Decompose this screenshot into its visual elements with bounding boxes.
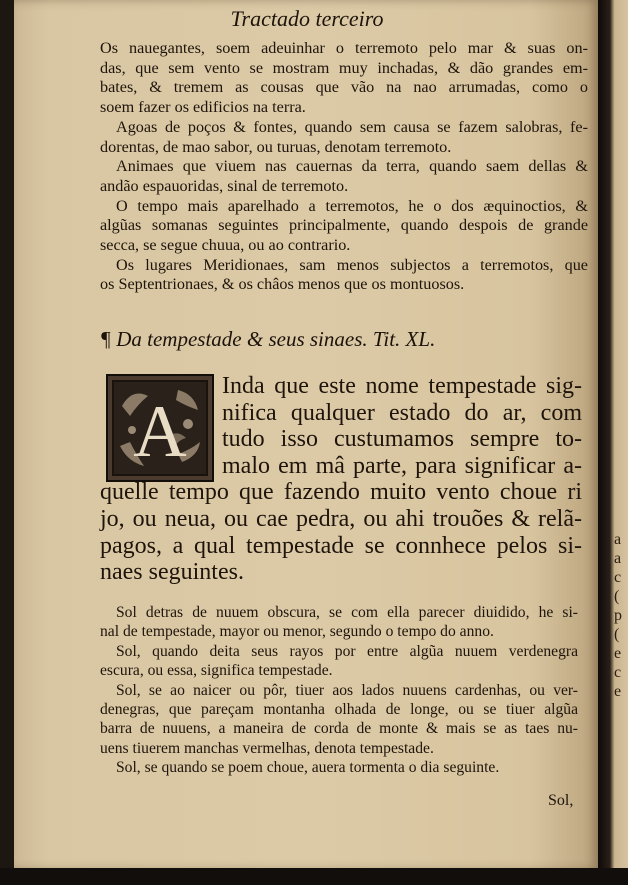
text-line: Sol, se quando se poem choue, auera tormenta o dia seguinte. xyxy=(116,759,500,777)
fragment: a xyxy=(614,531,622,548)
text-line: Inda que este nome tempestade sig- xyxy=(222,373,582,399)
text-line: jo, ou neua, ou cae pedra, ou ahi trouões & relã- xyxy=(100,505,582,532)
initial-letter: A xyxy=(133,391,187,473)
text-line: escura, ou essa, significa tempestade. xyxy=(100,662,333,680)
chapter-heading: ¶ Da tempestade & seus sinaes. Tit. XL. xyxy=(100,327,436,351)
text-line: Os nauegantes, soem adeuinhar o terremoto pelo mar & suas on- xyxy=(100,39,588,57)
text-line: tudo isso custumamos sempre to- xyxy=(222,426,582,453)
fragment: p xyxy=(614,607,622,624)
fragment: ( xyxy=(614,626,620,643)
fragment: e xyxy=(614,683,622,700)
text-line: secca, se segue chuua, ou ao contrario. xyxy=(100,236,351,255)
fragment: e xyxy=(614,645,622,662)
text-line: nifica qualquer estado do ar, com xyxy=(222,399,582,426)
text-line: bates, & tremem as cousas que vão na nao arrumadas, como o xyxy=(100,78,588,97)
sign-paragraphs xyxy=(100,603,578,778)
catchword: Sol, xyxy=(548,792,574,809)
text-line: malo em mâ parte, para significar a- xyxy=(222,452,582,479)
text-line: Animaes que viuem nas cauernas da terra, quando saem dellas & xyxy=(116,157,588,176)
text-line: pagos, a qual tempestade se connhece pelos si- xyxy=(100,532,582,559)
text-line: denegras, que pareçam montanha olhada de longe, ou se tiuer algũa xyxy=(100,701,578,719)
text-line: quelle tempo que fazendo muito vento choue ri xyxy=(100,479,582,506)
text-line: das, que sem vento se mostram muy inchadas, & dão grandes em- xyxy=(100,58,588,77)
text-line: soem fazer os edificios na terra. xyxy=(100,98,306,117)
text-line: algũas somanas seguintes principalmente, quando despois de grande xyxy=(100,216,588,235)
text-line: Sol detras de nuuem obscura, se com ella parecer diuidido, he si- xyxy=(116,604,578,621)
text-line: O tempo mais aparelhado a terremotos, he o dos æquinoctios, & xyxy=(116,196,588,215)
text-line: Agoas de poços & fontes, quando sem causa se fazem salobras, fe- xyxy=(116,117,588,136)
text-line: dorentas, de mao sabor, ou turuas, denotam terremoto. xyxy=(100,137,452,156)
text-line: barra de nuuens, a maneira de corda de monte & mais se as taes nu- xyxy=(100,720,578,738)
lead-paragraph xyxy=(100,373,582,586)
running-head: Tractado terceiro xyxy=(230,6,384,31)
fragment: a xyxy=(614,550,622,567)
facing-page-edge xyxy=(598,0,628,885)
text-line: Os lugares Meridionaes, sam menos subjectos a terremotos, que xyxy=(116,255,588,274)
book-page xyxy=(14,0,600,870)
text-line: os Septentrionaes, & os châos menos que os montuosos. xyxy=(100,275,465,294)
fragment: c xyxy=(614,569,622,586)
text-line: andão espauoridas, sinal de terremoto. xyxy=(100,176,349,195)
fragment: ( xyxy=(614,588,620,605)
text-line: naes seguintes. xyxy=(100,559,244,586)
text-line: uens tiuerem manchas vermelhas, denota tempestade. xyxy=(100,739,434,757)
text-line: nal de tempestade, mayor ou menor, segundo o tempo do anno. xyxy=(100,623,494,641)
facing-page-fragments xyxy=(614,530,622,701)
top-paragraphs xyxy=(100,39,588,295)
text-line: Sol, se ao naicer ou pôr, tiuer aos lados nuuens cardenhas, ou ver- xyxy=(116,681,578,699)
fragment: c xyxy=(614,664,622,681)
text-line: Sol, quando deita seus rayos por entre algũa nuuem verdenegra xyxy=(116,642,578,660)
page-bottom-shadow xyxy=(0,868,628,885)
